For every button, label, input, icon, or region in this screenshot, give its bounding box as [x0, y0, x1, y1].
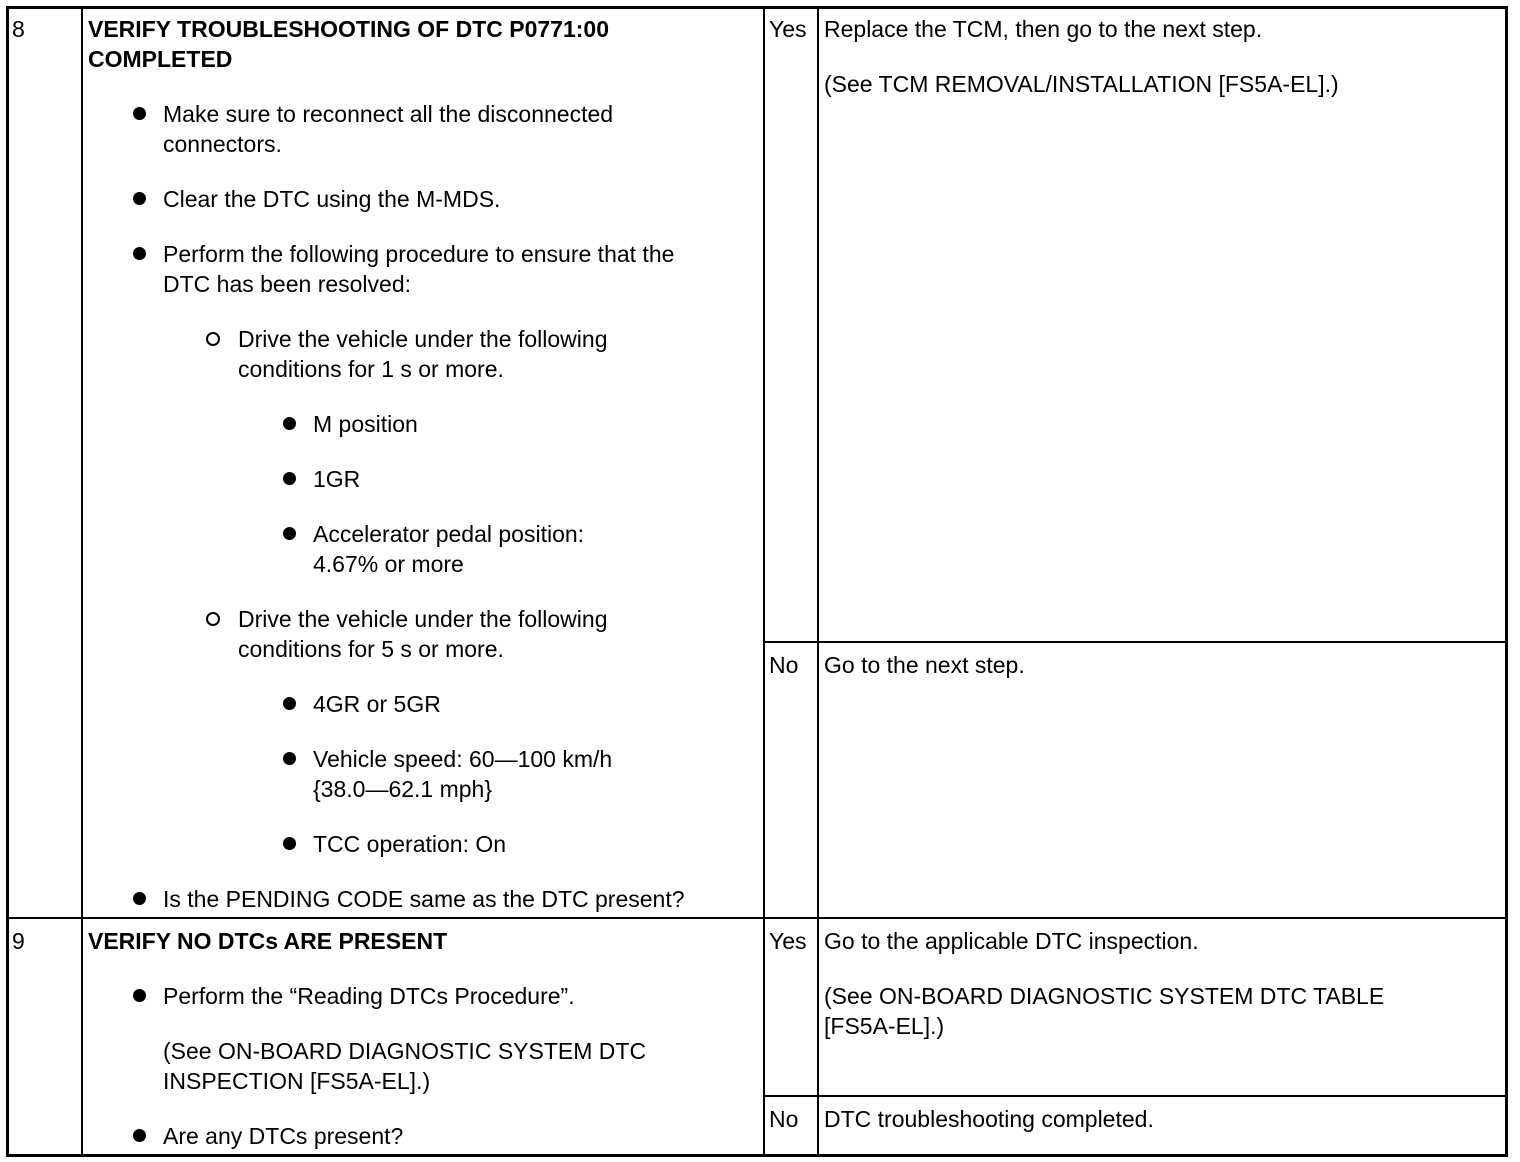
list-item: Make sure to reconnect all the disconnected — [163, 101, 614, 127]
yes-action: Replace the TCM, then go to the next step. — [824, 16, 1263, 42]
list-item: Drive the vehicle under the following — [238, 606, 608, 632]
no-label: No — [769, 652, 799, 678]
bullet-icon — [133, 892, 146, 905]
list-item: Vehicle speed: 60—100 km/h — [313, 746, 613, 772]
circle-bullet-icon — [206, 612, 220, 626]
no-action: Go to the next step. — [824, 652, 1025, 678]
bullet-icon — [133, 192, 146, 205]
list-item: {38.0—62.1 mph} — [313, 776, 493, 802]
step-number: 9 — [12, 928, 25, 954]
bullet-icon — [283, 837, 296, 850]
list-item: Perform the following procedure to ensure that the — [163, 241, 675, 267]
no-label: No — [769, 1106, 799, 1132]
yes-action: Go to the applicable DTC inspection. — [824, 928, 1199, 954]
step-title: VERIFY NO DTCs ARE PRESENT — [88, 928, 448, 954]
circle-bullet-icon — [206, 332, 220, 346]
step-title: VERIFY TROUBLESHOOTING OF DTC P0771:00 — [88, 16, 610, 42]
list-item: 1GR — [313, 466, 361, 492]
bullet-icon — [133, 247, 146, 260]
list-item: connectors. — [163, 131, 282, 157]
row-divider-step8-yes-no — [763, 641, 1508, 643]
list-item: Are any DTCs present? — [163, 1123, 404, 1149]
list-item: conditions for 5 s or more. — [238, 636, 504, 662]
list-item: 4GR or 5GR — [313, 691, 441, 717]
bullet-icon — [283, 417, 296, 430]
bullet-icon — [133, 989, 146, 1002]
column-divider-step — [81, 6, 83, 1157]
yes-reference: [FS5A-EL].) — [824, 1013, 945, 1039]
list-item: (See ON-BOARD DIAGNOSTIC SYSTEM DTC — [163, 1038, 647, 1064]
yes-label: Yes — [769, 928, 807, 954]
list-item: INSPECTION [FS5A-EL].) — [163, 1068, 431, 1094]
list-item: M position — [313, 411, 418, 437]
list-item: TCC operation: On — [313, 831, 507, 857]
column-divider-action — [763, 6, 765, 1157]
yes-label: Yes — [769, 16, 807, 42]
list-item: Drive the vehicle under the following — [238, 326, 608, 352]
column-divider-result — [817, 6, 819, 1157]
list-item: Accelerator pedal position: — [313, 521, 585, 547]
step-number: 8 — [12, 16, 25, 42]
yes-reference: (See TCM REMOVAL/INSTALLATION [FS5A-EL].) — [824, 71, 1339, 97]
yes-reference: (See ON-BOARD DIAGNOSTIC SYSTEM DTC TABLE — [824, 983, 1385, 1009]
bullet-icon — [283, 697, 296, 710]
row-divider-step8-step9 — [6, 917, 1508, 919]
bullet-icon — [133, 1129, 146, 1142]
no-action: DTC troubleshooting completed. — [824, 1106, 1154, 1132]
bullet-icon — [283, 472, 296, 485]
list-item: Perform the “Reading DTCs Procedure”. — [163, 983, 575, 1009]
bullet-icon — [133, 107, 146, 120]
bullet-icon — [283, 752, 296, 765]
list-item: Clear the DTC using the M-MDS. — [163, 186, 501, 212]
row-divider-step9-yes-no — [763, 1095, 1508, 1097]
bullet-icon — [283, 527, 296, 540]
list-item: DTC has been resolved: — [163, 271, 412, 297]
list-item: 4.67% or more — [313, 551, 464, 577]
list-item: Is the PENDING CODE same as the DTC present? — [163, 886, 685, 912]
list-item: conditions for 1 s or more. — [238, 356, 504, 382]
step-title: COMPLETED — [88, 46, 233, 72]
